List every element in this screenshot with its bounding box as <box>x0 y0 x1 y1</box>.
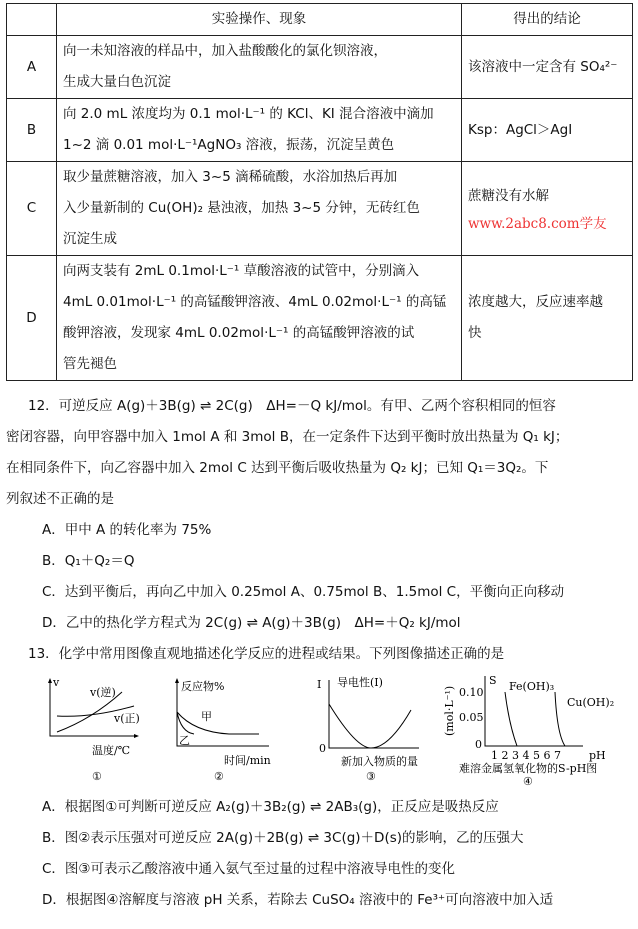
y-label: v <box>53 676 60 689</box>
watermark: www.2abc8.com学友 <box>468 216 607 232</box>
operation-line: 生成大量白色沉淀 <box>63 74 171 90</box>
curve-label: 乙 <box>179 734 190 747</box>
q12-option-b: B．Q₁＋Q₂＝Q <box>42 553 135 569</box>
figure-3 <box>301 674 431 786</box>
y-label: S <box>489 674 497 687</box>
row-label: D <box>7 256 57 381</box>
y-title: 导电性(I) <box>337 676 383 689</box>
conclusion: 蔗糖没有水解 <box>468 188 549 204</box>
y-label: 反应物% <box>181 680 225 693</box>
figure-number: ④ <box>523 775 533 786</box>
row-label: B <box>7 99 57 162</box>
conclusion: Ksp：AgCl＞AgI <box>462 99 633 162</box>
q12-line: 在相同条件下，向乙容器中加入 2mol C 达到平衡后吸收热量为 Q₂ kJ；已知 Q₁＝3Q₂。下 <box>6 460 549 476</box>
q12-option-a: A．甲中 A 的转化率为 75% <box>42 522 212 538</box>
q13-stem: 13．化学中常用图像直观地描述化学反应的进程或结果。下列图像描述正确的是 <box>28 646 505 662</box>
x-ticks: 1 2 3 4 5 6 7 <box>491 749 561 762</box>
figure-number: ③ <box>366 770 376 783</box>
q12-option-d: D．乙中的热化学方程式为 2C(g) ⇌ A(g)＋3B(g) ΔH=＋Q₂ kJ/mol <box>42 615 461 631</box>
operation-line: 向 2.0 mL 浓度均为 0.1 mol·L⁻¹ 的 KCl、KI 混合溶液中滴加 <box>63 106 434 122</box>
curve-label: Fe(OH)₃ <box>509 680 555 693</box>
curve-label: v(正) <box>114 712 140 725</box>
table-row <box>7 36 633 99</box>
operation-line: 向一未知溶液的样品中，加入盐酸酸化的氯化钡溶液， <box>63 43 387 59</box>
q13-option-b: B．图②表示压强对可逆反应 2A(g)＋2B(g) ⇌ 3C(g)＋D(s)的影响，乙的压强大 <box>42 830 524 846</box>
curve-label: 甲 <box>201 710 212 723</box>
figure-4 <box>443 674 618 786</box>
conclusion: 快 <box>468 325 482 341</box>
x-label: 时间/min <box>224 754 271 767</box>
table-row <box>7 99 633 162</box>
y-tick: 0.05 <box>459 711 484 724</box>
figures-row <box>6 674 632 786</box>
q13-option-d: D．根据图④溶解度与溶液 pH 关系，若除去 CuSO₄ 溶液中的 Fe³⁺可向溶液中加入适 <box>42 892 554 908</box>
x-label: 温度/℃ <box>92 744 131 757</box>
row-label: C <box>7 162 57 256</box>
q12-line: 列叙述不正确的是 <box>6 491 114 507</box>
header-operation: 实验操作、现象 <box>57 4 462 36</box>
table-row <box>7 162 633 256</box>
operation-line: 1~2 滴 0.01 mol·L⁻¹AgNO₃ 溶液，振荡，沉淀呈黄色 <box>63 137 395 153</box>
operation-line: 4mL 0.01mol·L⁻¹ 的高锰酸钾溶液、4mL 0.02mol·L⁻¹ 的高锰 <box>63 294 447 310</box>
conclusion: 该溶液中一定含有 SO₄²⁻ <box>462 36 633 99</box>
y-label: I <box>317 678 322 691</box>
figure-number: ② <box>214 770 224 783</box>
operation-line: 入少量新制的 Cu(OH)₂ 悬浊液，加热 3~5 分钟，无砖红色 <box>63 200 420 216</box>
curve-label: Cu(OH)₂ <box>567 696 615 709</box>
figure-2 <box>169 674 289 786</box>
table-row <box>7 256 633 381</box>
figure-1 <box>42 674 157 786</box>
q13-option-c: C．图③可表示乙酸溶液中通入氨气至过量的过程中溶液导电性的变化 <box>42 861 456 877</box>
operation-line: 管先褪色 <box>63 356 117 372</box>
q12-line: 12．可逆反应 A(g)＋3B(g) ⇌ 2C(g) ΔH=－Q kJ/mol。有甲、乙两个容积相同的恒容 <box>28 398 556 414</box>
origin: 0 <box>319 742 326 755</box>
curve-label: v(逆) <box>90 686 116 699</box>
row-label: A <box>7 36 57 99</box>
q12-line: 密闭容器，向甲容器中加入 1mol A 和 3mol B，在一定条件下达到平衡时放出热量为 Q₁ kJ； <box>6 429 569 445</box>
operation-line: 向两支装有 2mL 0.1mol·L⁻¹ 草酸溶液的试管中，分别滴入 <box>63 263 420 279</box>
origin: 0 <box>475 738 482 751</box>
experiment-table <box>6 3 633 381</box>
x-label: pH <box>589 749 606 762</box>
y-unit: (mol·L⁻¹) <box>443 685 456 736</box>
q13-option-a: A．根据图①可判断可逆反应 A₂(g)＋3B₂(g) ⇌ 2AB₃(g)，正反应是吸热反应 <box>42 799 499 815</box>
figure-caption: 难溶金属氢氧化物的S-pH图 <box>459 762 598 775</box>
header-conclusion: 得出的结论 <box>462 4 633 36</box>
y-tick: 0.10 <box>459 686 484 699</box>
header-blank <box>7 4 57 36</box>
operation-line: 沉淀生成 <box>63 231 117 247</box>
q12-option-c: C．达到平衡后，再向乙中加入 0.25mol A、0.75mol B、1.5mol C，平衡向正向移动 <box>42 584 565 600</box>
operation-line: 取少量蔗糖溶液，加入 3~5 滴稀硫酸，水浴加热后再加 <box>63 169 398 185</box>
x-label: 新加入物质的量 <box>341 755 418 768</box>
figure-number: ① <box>92 770 102 783</box>
operation-line: 酸钾溶液，发现家 4mL 0.02mol·L⁻¹ 的高锰酸钾溶液的试 <box>63 325 415 341</box>
conclusion: 浓度越大，反应速率越 <box>468 294 603 310</box>
